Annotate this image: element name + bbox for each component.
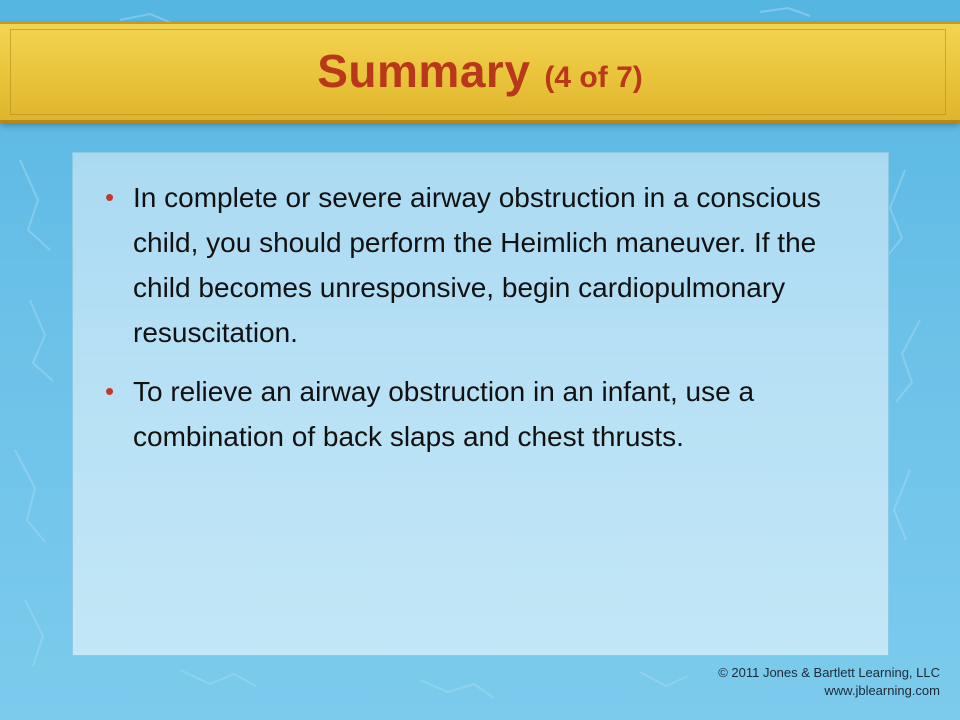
bullet-list xyxy=(105,175,873,473)
bullet-text: In complete or severe airway obstruction in a conscious child, you should perform the Heimlich maneuver. If the child becomes unresponsive, begin cardiopulmonary resuscitation. xyxy=(133,182,821,348)
title-main: Summary xyxy=(317,45,531,97)
bullet-icon: • xyxy=(105,376,115,406)
website-text: www.jblearning.com xyxy=(824,683,940,698)
title-page-indicator: (4 of 7) xyxy=(544,61,643,94)
content-panel xyxy=(72,152,889,656)
bullet-icon: • xyxy=(105,182,115,212)
bullet-text: To relieve an airway obstruction in an infant, use a combination of back slaps and chest thrusts. xyxy=(133,376,755,452)
bullet-item xyxy=(105,369,873,459)
slide-title xyxy=(0,44,960,98)
bullet-item xyxy=(105,175,873,355)
footer-credit xyxy=(718,664,940,700)
copyright-text: © 2011 Jones & Bartlett Learning, LLC xyxy=(718,665,940,680)
